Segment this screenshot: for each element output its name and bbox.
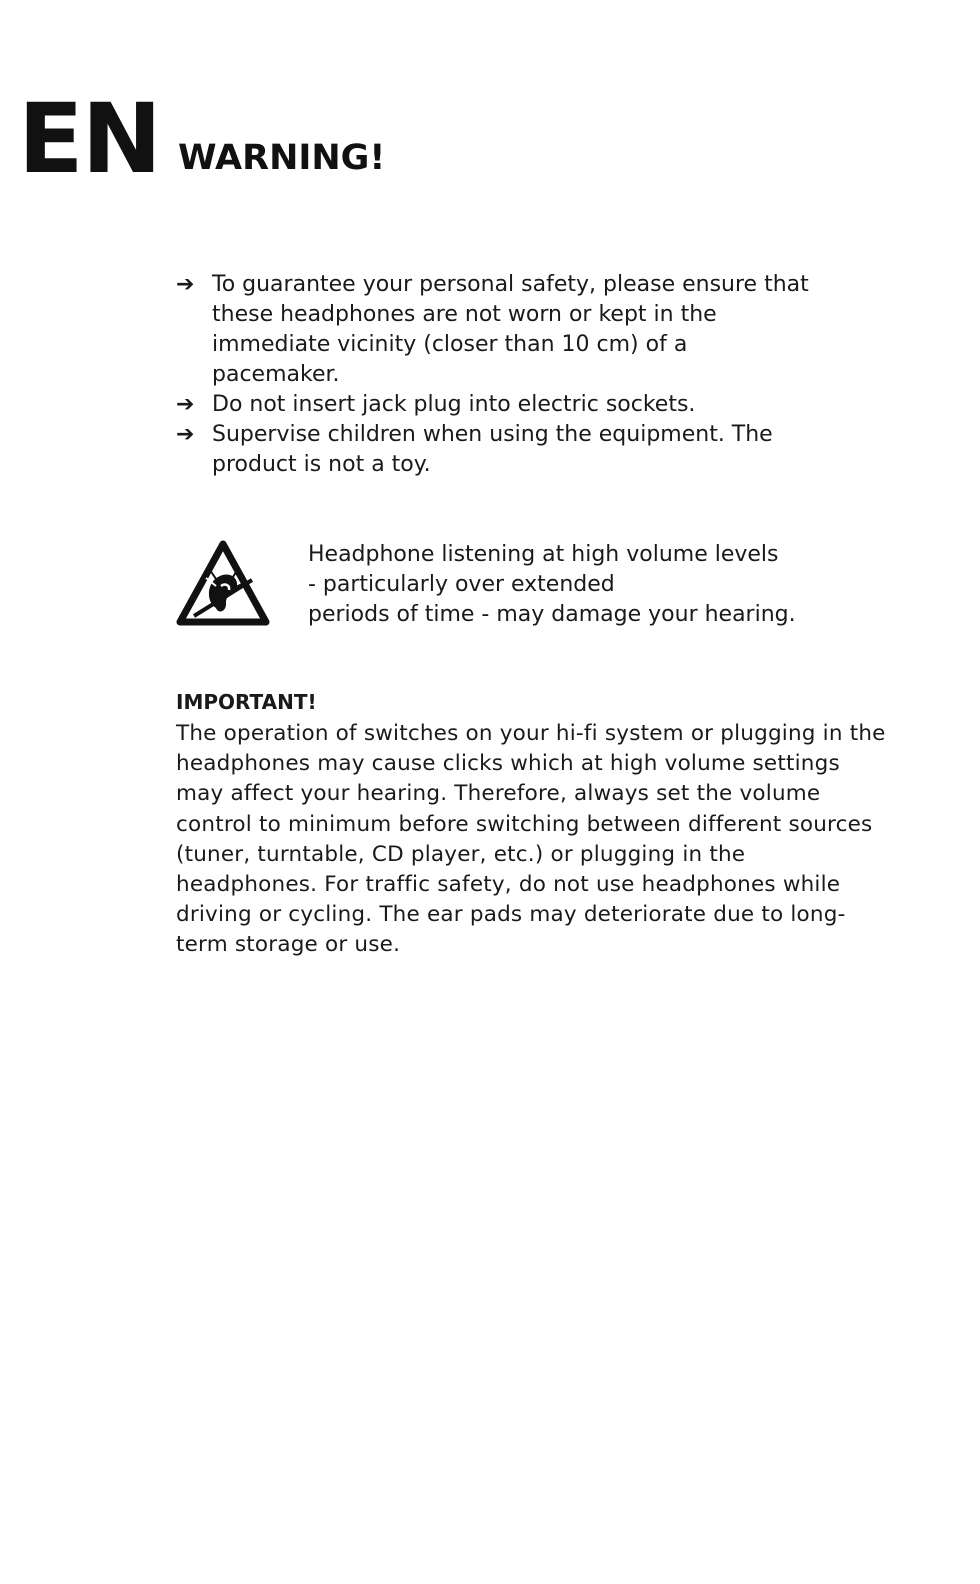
warning-list — [176, 270, 816, 480]
warning-text: To guarantee your personal safety, please ensure that these headphones are not worn or kept in the immediate vicinity (closer than 10 cm) of a pacemaker. — [212, 272, 809, 387]
list-item — [176, 270, 816, 390]
arrow-right-icon: ➔ — [176, 272, 195, 297]
warning-title: WARNING! — [178, 138, 386, 178]
list-item — [176, 390, 816, 420]
list-item — [176, 420, 816, 480]
hearing-damage-warning-icon — [176, 540, 270, 628]
language-code: EN — [18, 83, 160, 195]
hearing-line: - particularly over extended — [308, 572, 615, 597]
warning-text: Do not insert jack plug into electric sockets. — [212, 392, 696, 417]
hearing-line: Headphone listening at high volume levels — [308, 542, 779, 567]
hearing-notice-text — [308, 540, 808, 630]
arrow-right-icon: ➔ — [176, 392, 195, 417]
important-title: IMPORTANT! — [176, 690, 317, 714]
hearing-line: periods of time - may damage your hearing. — [308, 602, 796, 627]
important-body: The operation of switches on your hi-fi system or plugging in the headphones may cause clicks which at high volume settings may affect your hearing. Therefore, always set the volume control to minimum before switching between different sources (tuner, turntable, CD player, etc.) or plugging in the headphones. For traffic safety, do not use headphones while driving or cycling. The ear pads may deteriorate due to long-term storage or use. — [176, 721, 886, 958]
arrow-right-icon: ➔ — [176, 422, 195, 447]
warning-text: Supervise children when using the equipment. The product is not a toy. — [212, 422, 773, 477]
